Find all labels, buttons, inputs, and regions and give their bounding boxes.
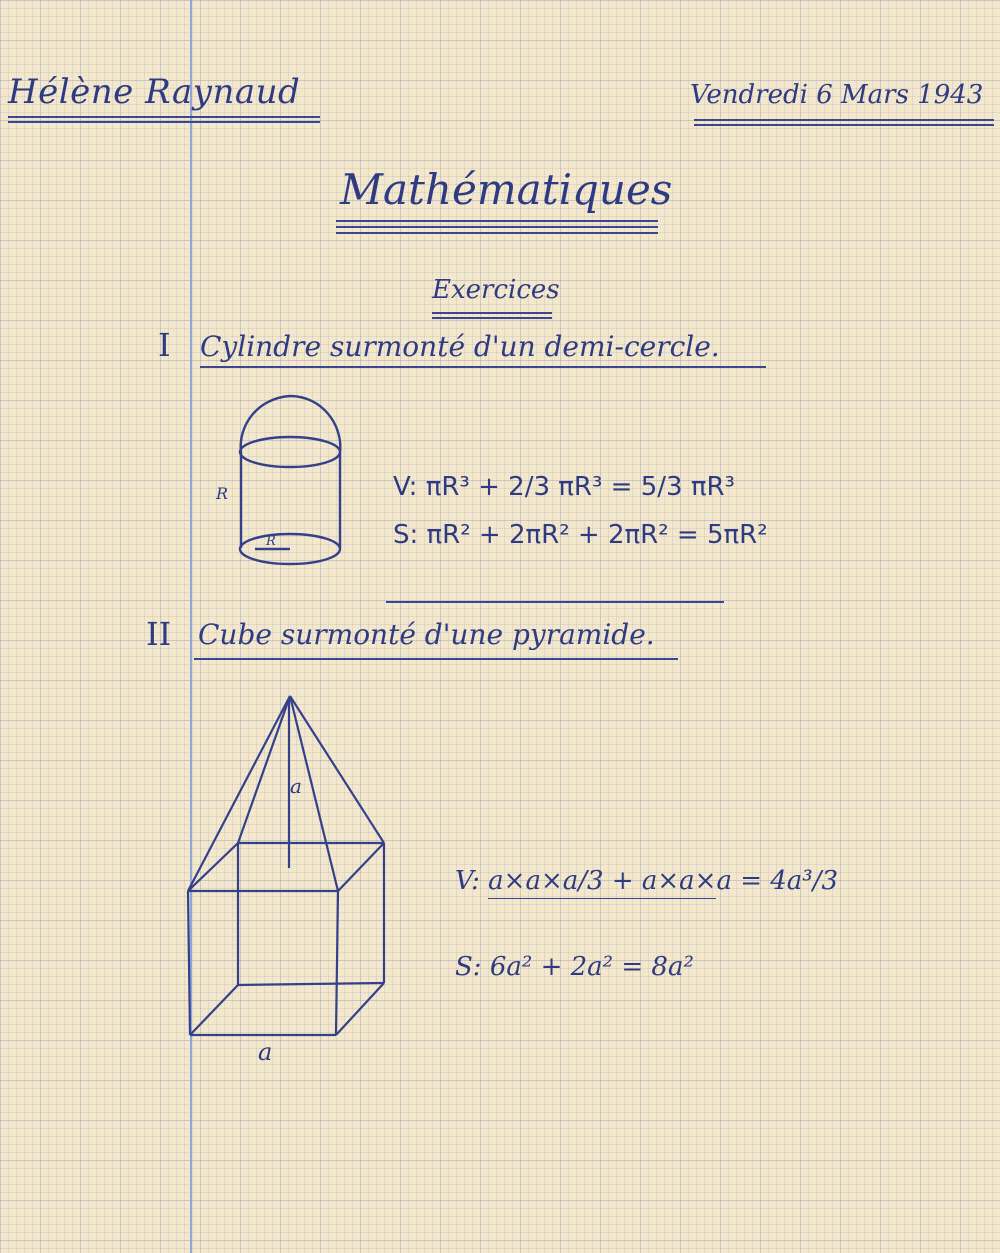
page-title: Mathématiques [340,165,673,214]
cube-pyramid-figure [188,696,384,1035]
date: Vendredi 6 Mars 1943 [690,80,984,110]
pyramid-edge-3 [290,696,384,843]
cylinder-figure [240,396,340,564]
cube-volume-formula: V: a×a×a/3 + a×a×a = 4a³/3 [455,866,839,896]
section-1-heading: Cylindre surmonté d'un demi-cercle. [200,330,720,363]
cube-edge-tl [188,843,238,891]
cylinder-height-label: R [216,484,229,503]
cube-edge-bl [190,985,238,1035]
cube-surface-formula: S: 6a² + 2a² = 8a² [455,952,694,982]
section-1-number: I [158,326,171,364]
cube-front-left [188,891,190,1035]
cylinder-surface-formula: S: πR² + 2πR² + 2πR² = 5πR² [393,520,768,550]
cube-back-bottom [238,983,384,985]
pyramid-edge-4 [238,696,290,843]
cube-front-right [336,891,338,1035]
cylinder-dome [241,396,341,452]
cylinder-volume-formula: V: πR³ + 2/3 πR³ = 5/3 πR³ [393,472,735,502]
pyramid-edge-2 [290,696,338,891]
pyramid-height-label: a [290,774,302,798]
section-2-heading: Cube surmonté d'une pyramide. [198,618,655,651]
cube-edge-tr [338,843,384,891]
cube-edge-br [336,983,384,1035]
cylinder-top-ellipse [240,437,340,467]
cylinder-radius-label: R [266,534,276,549]
cube-side-label: a [258,1038,273,1066]
section-2-number: II [146,615,172,653]
student-name: Hélène Raynaud [8,72,301,112]
subtitle: Exercices [432,275,560,305]
